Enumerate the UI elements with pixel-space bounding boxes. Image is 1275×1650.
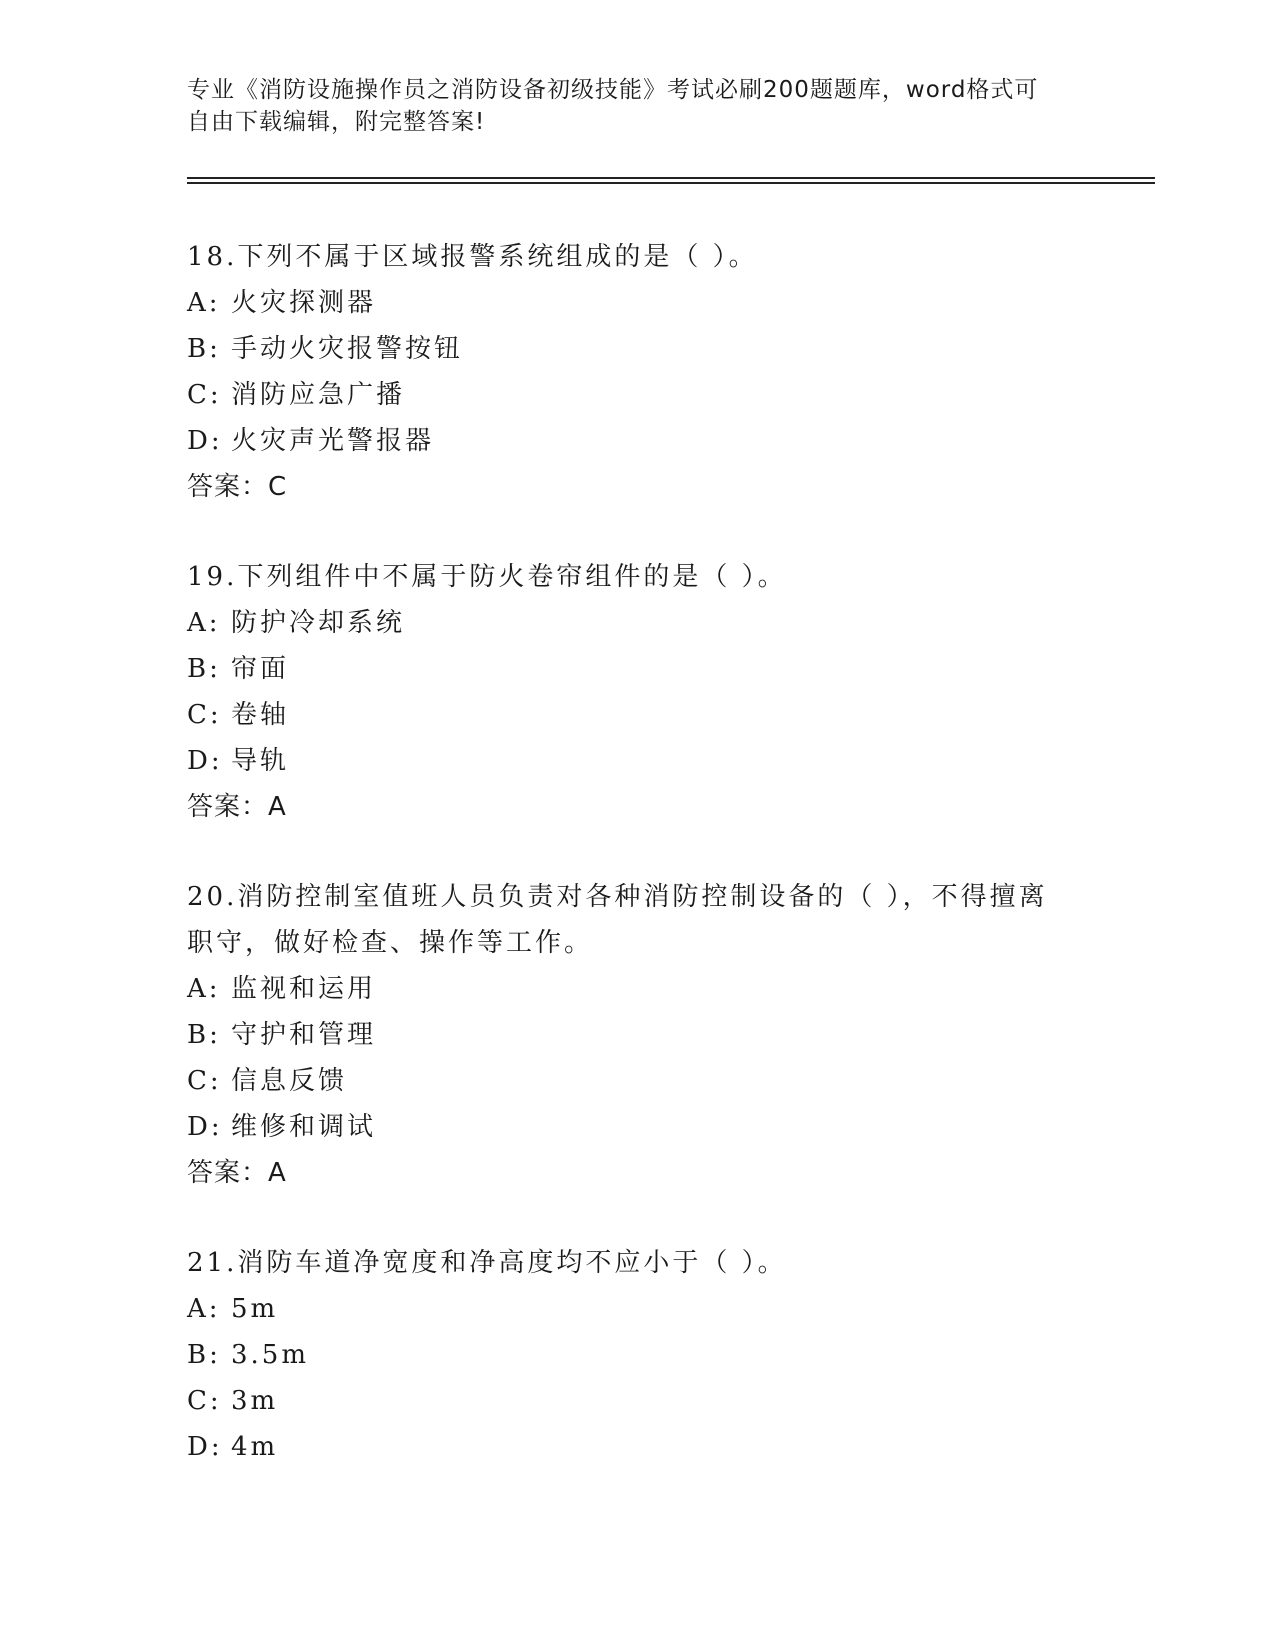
question-21 bbox=[187, 1240, 1087, 1470]
option-text: 导轨 bbox=[231, 746, 290, 776]
answer-line: 答案：A bbox=[187, 792, 287, 822]
option-key: A: bbox=[187, 288, 221, 318]
header-line-2: 自由下载编辑，附完整答案! bbox=[187, 109, 486, 135]
option-key: C: bbox=[187, 1066, 222, 1096]
option-text: 卷轴 bbox=[231, 700, 290, 730]
option-text: 消防应急广播 bbox=[231, 380, 406, 410]
question-stem: 21.消防车道净宽度和净高度均不应小于（ ）。 bbox=[187, 1248, 787, 1278]
header-divider-bottom bbox=[187, 182, 1155, 184]
option-key: A: bbox=[187, 1294, 221, 1324]
question-stem-line-2: 职守，做好检查、操作等工作。 bbox=[187, 928, 594, 958]
option-text: 守护和管理 bbox=[231, 1020, 377, 1050]
option-a bbox=[187, 600, 1087, 646]
option-d bbox=[187, 1424, 1087, 1470]
option-text: 火灾声光警报器 bbox=[231, 426, 435, 456]
option-text: 手动火灾报警按钮 bbox=[231, 334, 464, 364]
option-c bbox=[187, 372, 1087, 418]
option-b bbox=[187, 326, 1087, 372]
answer-line: 答案：A bbox=[187, 1158, 287, 1188]
option-key: D: bbox=[187, 1432, 223, 1462]
header-line-1: 专业《消防设施操作员之消防设备初级技能》考试必刷200题题库，word格式可 bbox=[187, 77, 1039, 103]
option-key: B: bbox=[187, 1020, 221, 1050]
option-key: C: bbox=[187, 700, 222, 730]
option-key: B: bbox=[187, 1340, 221, 1370]
option-key: D: bbox=[187, 1112, 223, 1142]
question-stem: 19.下列组件中不属于防火卷帘组件的是（ ）。 bbox=[187, 562, 787, 592]
option-key: B: bbox=[187, 654, 221, 684]
question-20 bbox=[187, 874, 1087, 1196]
option-c bbox=[187, 692, 1087, 738]
option-d bbox=[187, 418, 1087, 464]
option-text: 维修和调试 bbox=[231, 1112, 377, 1142]
option-text: 防护冷却系统 bbox=[231, 608, 406, 638]
option-text: 火灾探测器 bbox=[231, 288, 377, 318]
option-key: B: bbox=[187, 334, 221, 364]
question-18 bbox=[187, 234, 1087, 510]
option-key: A: bbox=[187, 608, 221, 638]
option-text: 监视和运用 bbox=[231, 974, 377, 1004]
option-d bbox=[187, 738, 1087, 784]
option-c bbox=[187, 1378, 1087, 1424]
option-text: 3.5m bbox=[231, 1340, 310, 1370]
question-19 bbox=[187, 554, 1087, 830]
option-key: D: bbox=[187, 746, 223, 776]
option-b bbox=[187, 646, 1087, 692]
option-b bbox=[187, 1012, 1087, 1058]
option-a bbox=[187, 280, 1087, 326]
option-a bbox=[187, 966, 1087, 1012]
question-stem: 18.下列不属于区域报警系统组成的是（ ）。 bbox=[187, 242, 758, 272]
option-key: D: bbox=[187, 426, 223, 456]
option-b bbox=[187, 1332, 1087, 1378]
option-a bbox=[187, 1286, 1087, 1332]
option-text: 3m bbox=[231, 1386, 279, 1416]
option-text: 信息反馈 bbox=[231, 1066, 348, 1096]
document-header bbox=[187, 74, 1067, 138]
option-text: 4m bbox=[231, 1432, 279, 1462]
option-c bbox=[187, 1058, 1087, 1104]
answer-line: 答案：C bbox=[187, 472, 288, 502]
option-d bbox=[187, 1104, 1087, 1150]
option-key: C: bbox=[187, 380, 222, 410]
option-key: A: bbox=[187, 974, 221, 1004]
option-key: C: bbox=[187, 1386, 222, 1416]
question-stem-line-1: 20.消防控制室值班人员负责对各种消防控制设备的（ ），不得擅离 bbox=[187, 882, 1048, 912]
option-text: 帘面 bbox=[231, 654, 290, 684]
option-text: 5m bbox=[231, 1294, 279, 1324]
header-divider-top bbox=[187, 177, 1155, 179]
